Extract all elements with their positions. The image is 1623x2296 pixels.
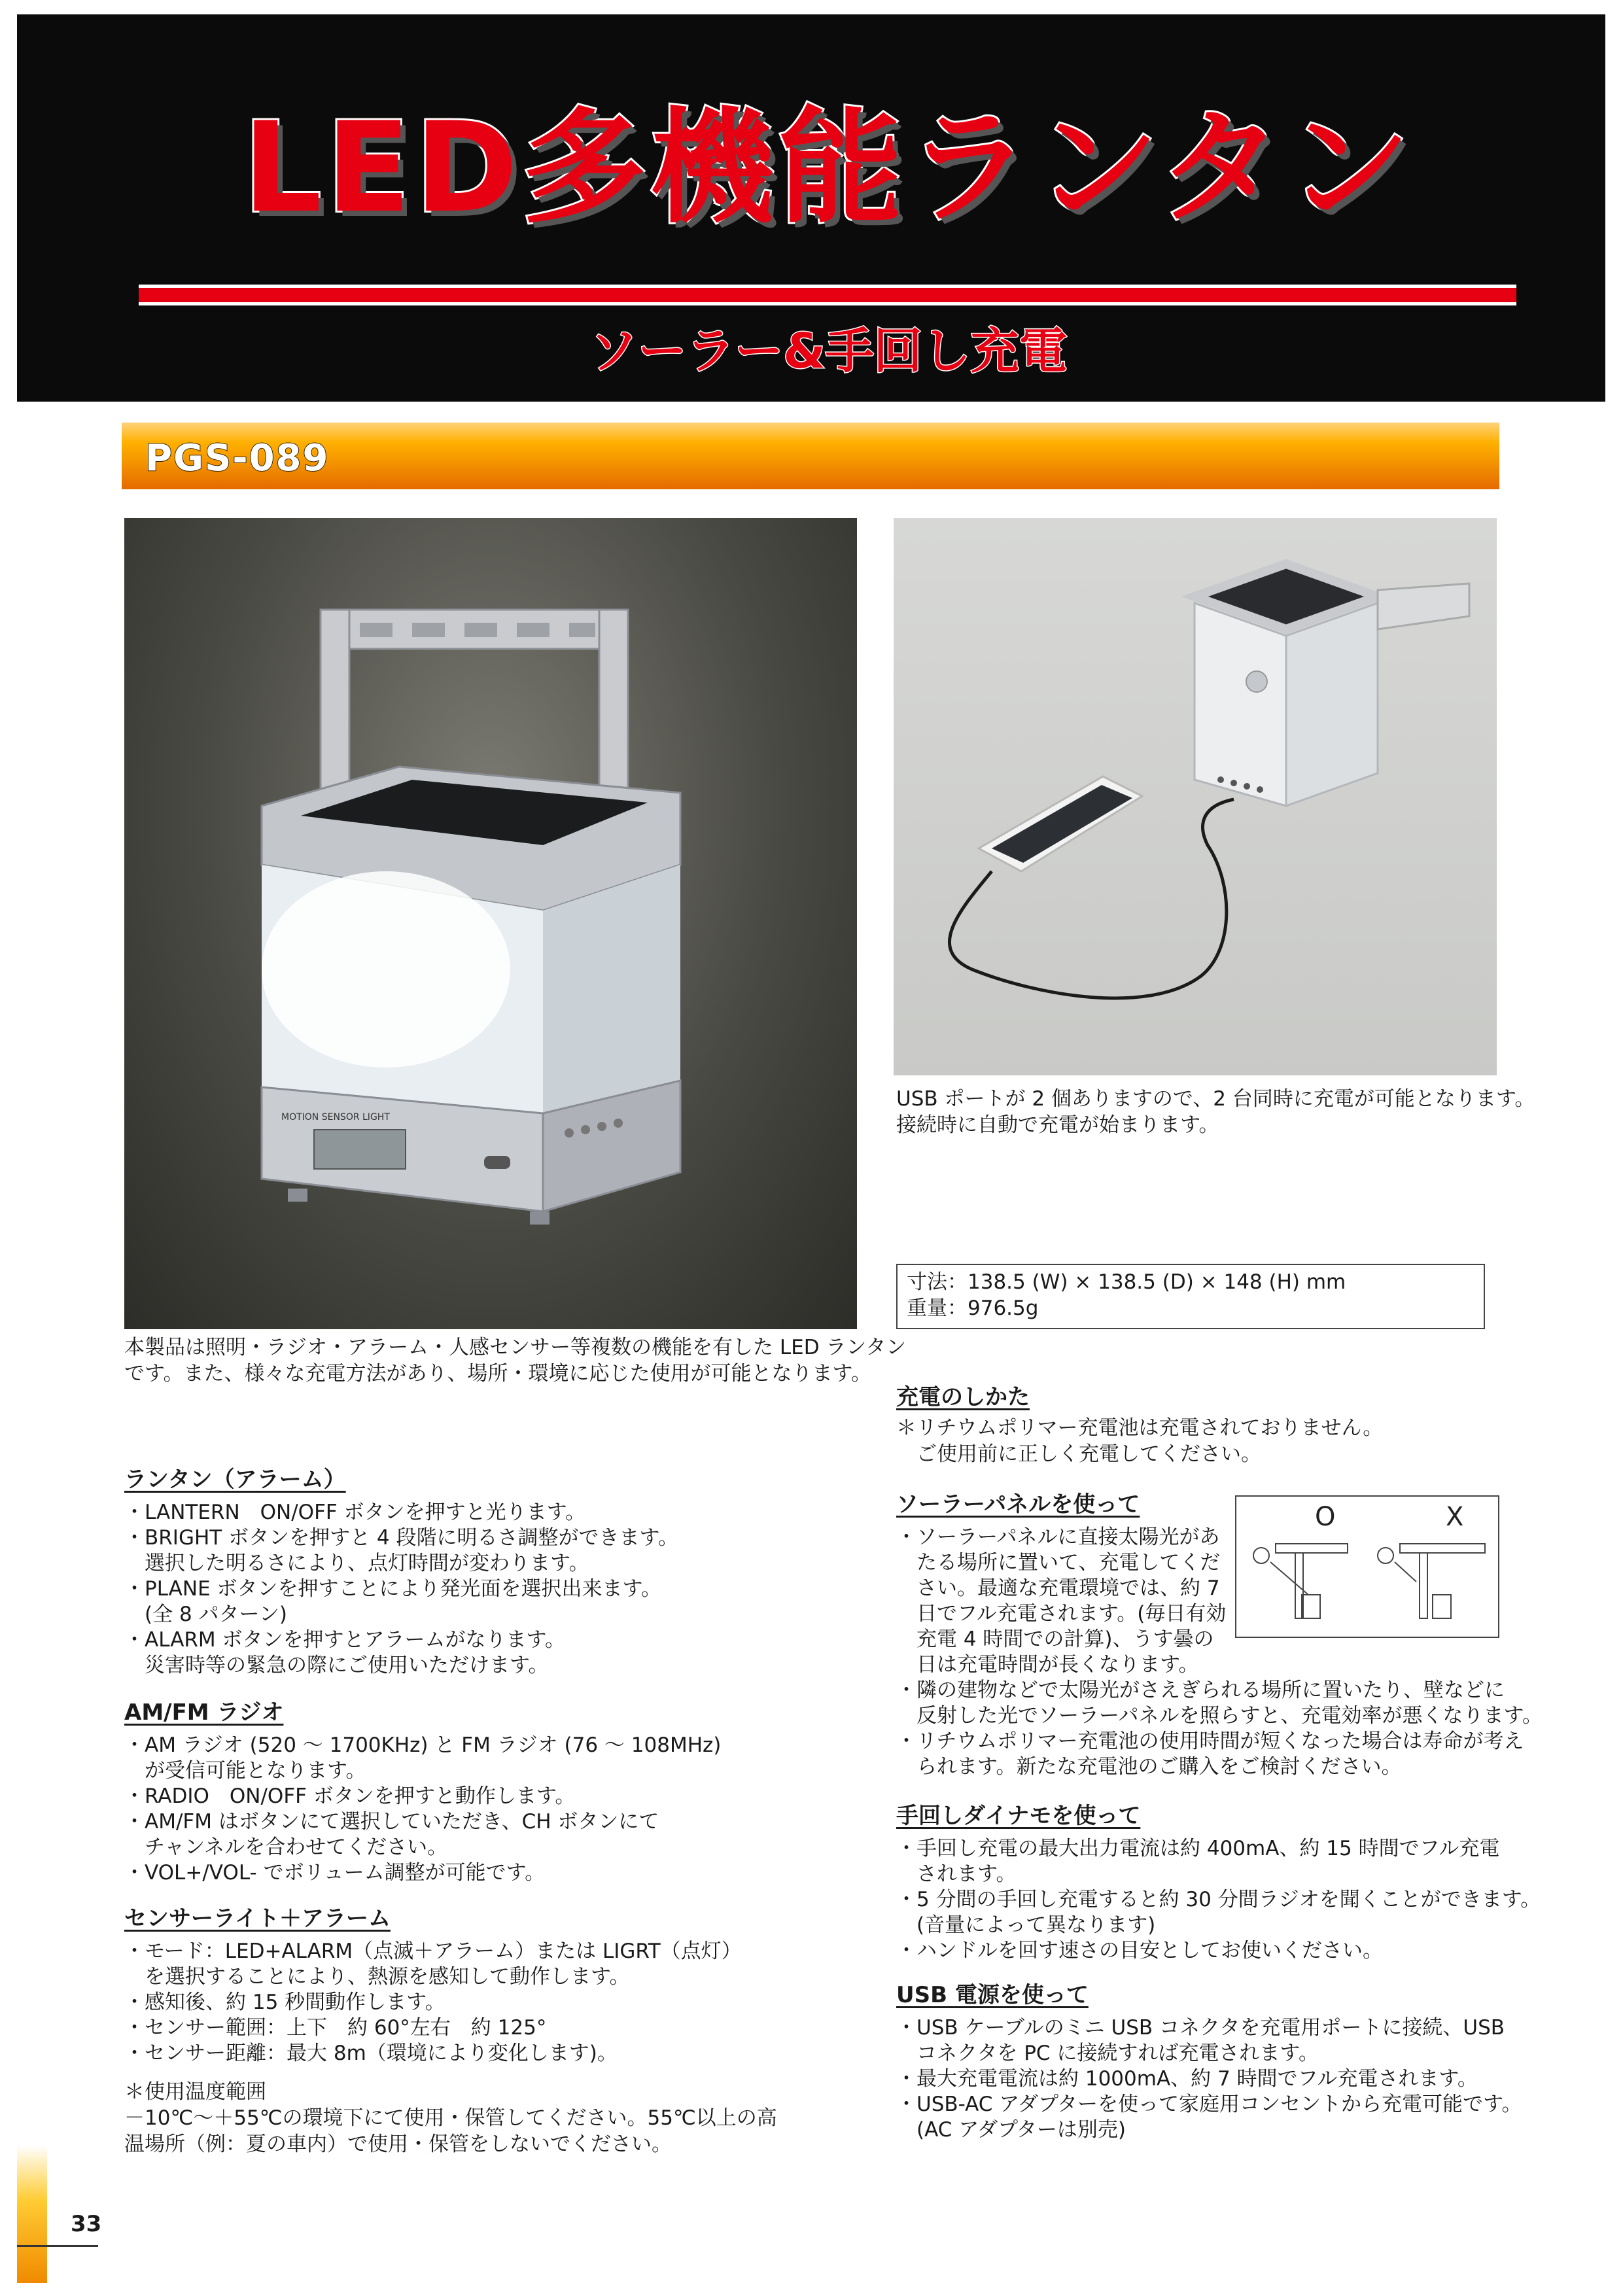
list-item: 反射した光でソーラーパネルを照らすと、充電効率が悪くなります。	[896, 1704, 1543, 1728]
spec-weight: 重量：976.5g	[907, 1296, 1039, 1320]
spec-dimensions: 寸法：138.5 (W) × 138.5 (D) × 148 (H) mm	[907, 1270, 1346, 1294]
title-divider	[139, 285, 1516, 305]
list-item: ・センサー範囲：上下 約 60°左右 約 125°	[124, 2016, 547, 2040]
list-item: ・最大充電電流は約 1000mA、約 7 時間でフル充電されます。	[896, 2067, 1478, 2091]
list-item: さい。最適な充電環境では、約 7	[896, 1576, 1220, 1600]
list-item: されます。	[896, 1862, 1017, 1886]
section-lantern	[124, 1461, 678, 1679]
section-dynamo	[896, 1798, 1541, 1964]
model-number: PGS-089	[145, 437, 330, 479]
model-bar	[122, 423, 1499, 489]
product-description	[124, 1334, 906, 1387]
temperature-line: 温場所（例：夏の車内）で使用・保管をしないでください。	[124, 2132, 672, 2156]
solar-placement-diagram	[1235, 1495, 1499, 1638]
section-heading: 手回しダイナモを使って	[896, 1803, 1141, 1829]
lantern-illustration	[124, 518, 857, 1329]
product-photo-charging	[894, 518, 1497, 1075]
list-item: ・センサー距離：最大 8m（環境により変化します)。	[124, 2042, 618, 2065]
list-item: ・USB ケーブルのミニ USB コネクタを充電用ポートに接続、USB	[896, 2016, 1505, 2040]
section-usb	[896, 1977, 1522, 2143]
list-item: ・VOL+/VOL- でボリューム調整が可能です。	[124, 1861, 546, 1885]
section-heading: USB 電源を使って	[896, 1982, 1089, 2008]
list-item: が受信可能となります。	[124, 1759, 366, 1783]
list-item: ・AM ラジオ (520 ～ 1700KHz) と FM ラジオ (76 ～ 108MHz)	[124, 1733, 722, 1757]
caption-line: 接続時に自動で充電が始まります。	[896, 1113, 1219, 1137]
description-line: 本製品は照明・ラジオ・アラーム・人感センサー等複数の機能を有した LED ランタン	[124, 1336, 907, 1359]
list-item: ・BRIGHT ボタンを押すと 4 段階に明るさ調整ができます。	[124, 1526, 679, 1550]
list-item: を選択することにより、熱源を感知して動作します。	[124, 1965, 630, 1989]
description-line: です。また、様々な充電方法があり、場所・環境に応じた使用が可能となります。	[124, 1362, 872, 1385]
specs-box	[896, 1264, 1485, 1329]
list-item: 充電 4 時間での計算)、うす曇の	[896, 1627, 1214, 1651]
list-item: ・USB-AC アダプターを使って家庭用コンセントから充電可能です。	[896, 2093, 1522, 2116]
diagram-bad-mark: X	[1446, 1502, 1464, 1532]
list-item: ・AM/FM はボタンにて選択していただき、CH ボタンにて	[124, 1810, 659, 1834]
list-item: ・PLANE ボタンを押すことにより発光面を選択出来ます。	[124, 1577, 662, 1601]
charging-note: ＊リチウムポリマー充電池は充電されておりません。	[896, 1416, 1384, 1440]
list-item: ・モード：LED+ALARM（点滅＋アラーム）または LIGRT（点灯）	[124, 1939, 742, 1963]
list-item: ・5 分間の手回し充電すると約 30 分間ラジオを聞くことができます。	[896, 1888, 1541, 1911]
temperature-label: ＊使用温度範囲	[124, 2080, 266, 2104]
list-item: (音量によって異なります)	[896, 1913, 1156, 1937]
section-heading: ランタン（アラーム）	[124, 1467, 346, 1493]
list-item: たる場所に置いて、充電してくだ	[896, 1551, 1221, 1574]
list-item: ・ALARM ボタンを押すとアラームがなります。	[124, 1628, 566, 1652]
section-heading: センサーライト＋アラーム	[124, 1905, 391, 1932]
list-item: チャンネルを合わせてください。	[124, 1835, 448, 1859]
list-item: られます。新たな充電池のご購入をご検討ください。	[896, 1755, 1402, 1779]
list-item: ・感知後、約 15 秒間動作します。	[124, 1991, 445, 2014]
temperature-line: －10℃～＋55℃の環境下にて使用・保管してください。55℃以上の高	[124, 2106, 777, 2130]
list-item: (全 8 パターン)	[124, 1603, 287, 1626]
list-item: ・ハンドルを回す速さの目安としてお使いください。	[896, 1939, 1383, 1962]
page-title: LED多機能ランタン	[243, 96, 1414, 240]
page-number-rule	[17, 2245, 98, 2247]
section-radio	[124, 1694, 721, 1886]
section-heading: 充電のしかた	[896, 1384, 1030, 1410]
charging-note: ご使用前に正しく充電してください。	[896, 1442, 1261, 1466]
section-heading: AM/FM ラジオ	[124, 1699, 284, 1726]
section-sensor	[124, 1900, 742, 2066]
caption-line: USB ポートが 2 個ありますので、2 台同時に充電が可能となります。	[896, 1087, 1535, 1111]
list-item: 日は充電時間が長くなります。	[896, 1653, 1199, 1677]
product-photo-lantern	[124, 518, 857, 1329]
list-item: ・隣の建物などで太陽光がさえぎられる場所に置いたり、壁などに	[896, 1679, 1505, 1702]
diagram-graphic	[1236, 1497, 1498, 1637]
page-edge-strip	[17, 2146, 47, 2283]
list-item: 日でフル充電されます。(毎日有効	[896, 1602, 1227, 1626]
diagram-good-mark: O	[1315, 1502, 1336, 1532]
charging-caption	[896, 1086, 1535, 1138]
charging-illustration	[894, 518, 1497, 1075]
section-charging	[896, 1379, 1383, 1467]
list-item: 選択した明るさにより、点灯時間が変わります。	[124, 1552, 589, 1575]
temperature-note	[124, 2079, 777, 2157]
header-banner	[17, 14, 1605, 402]
list-item: (AC アダプターは別売)	[896, 2118, 1126, 2142]
list-item: コネクタを PC に接続すれば充電されます。	[896, 2042, 1319, 2065]
page-subtitle: ソーラー&手回し充電	[589, 323, 1068, 379]
page-number: 33	[71, 2211, 102, 2237]
section-heading: ソーラーパネルを使って	[896, 1491, 1140, 1518]
list-item: ・RADIO ON/OFF ボタンを押すと動作します。	[124, 1784, 576, 1808]
panel-label: MOTION SENSOR LIGHT	[281, 1112, 390, 1122]
list-item: 災害時等の緊急の際にご使用いただけます。	[124, 1654, 549, 1677]
list-item: ・リチウムポリマー充電池の使用時間が短くなった場合は寿命が考え	[896, 1730, 1524, 1753]
list-item: ・手回し充電の最大出力電流は約 400mA、約 15 時間でフル充電	[896, 1837, 1500, 1860]
list-item: ・ソーラーパネルに直接太陽光があ	[896, 1525, 1220, 1549]
list-item: ・LANTERN ON/OFF ボタンを押すと光ります。	[124, 1501, 586, 1524]
